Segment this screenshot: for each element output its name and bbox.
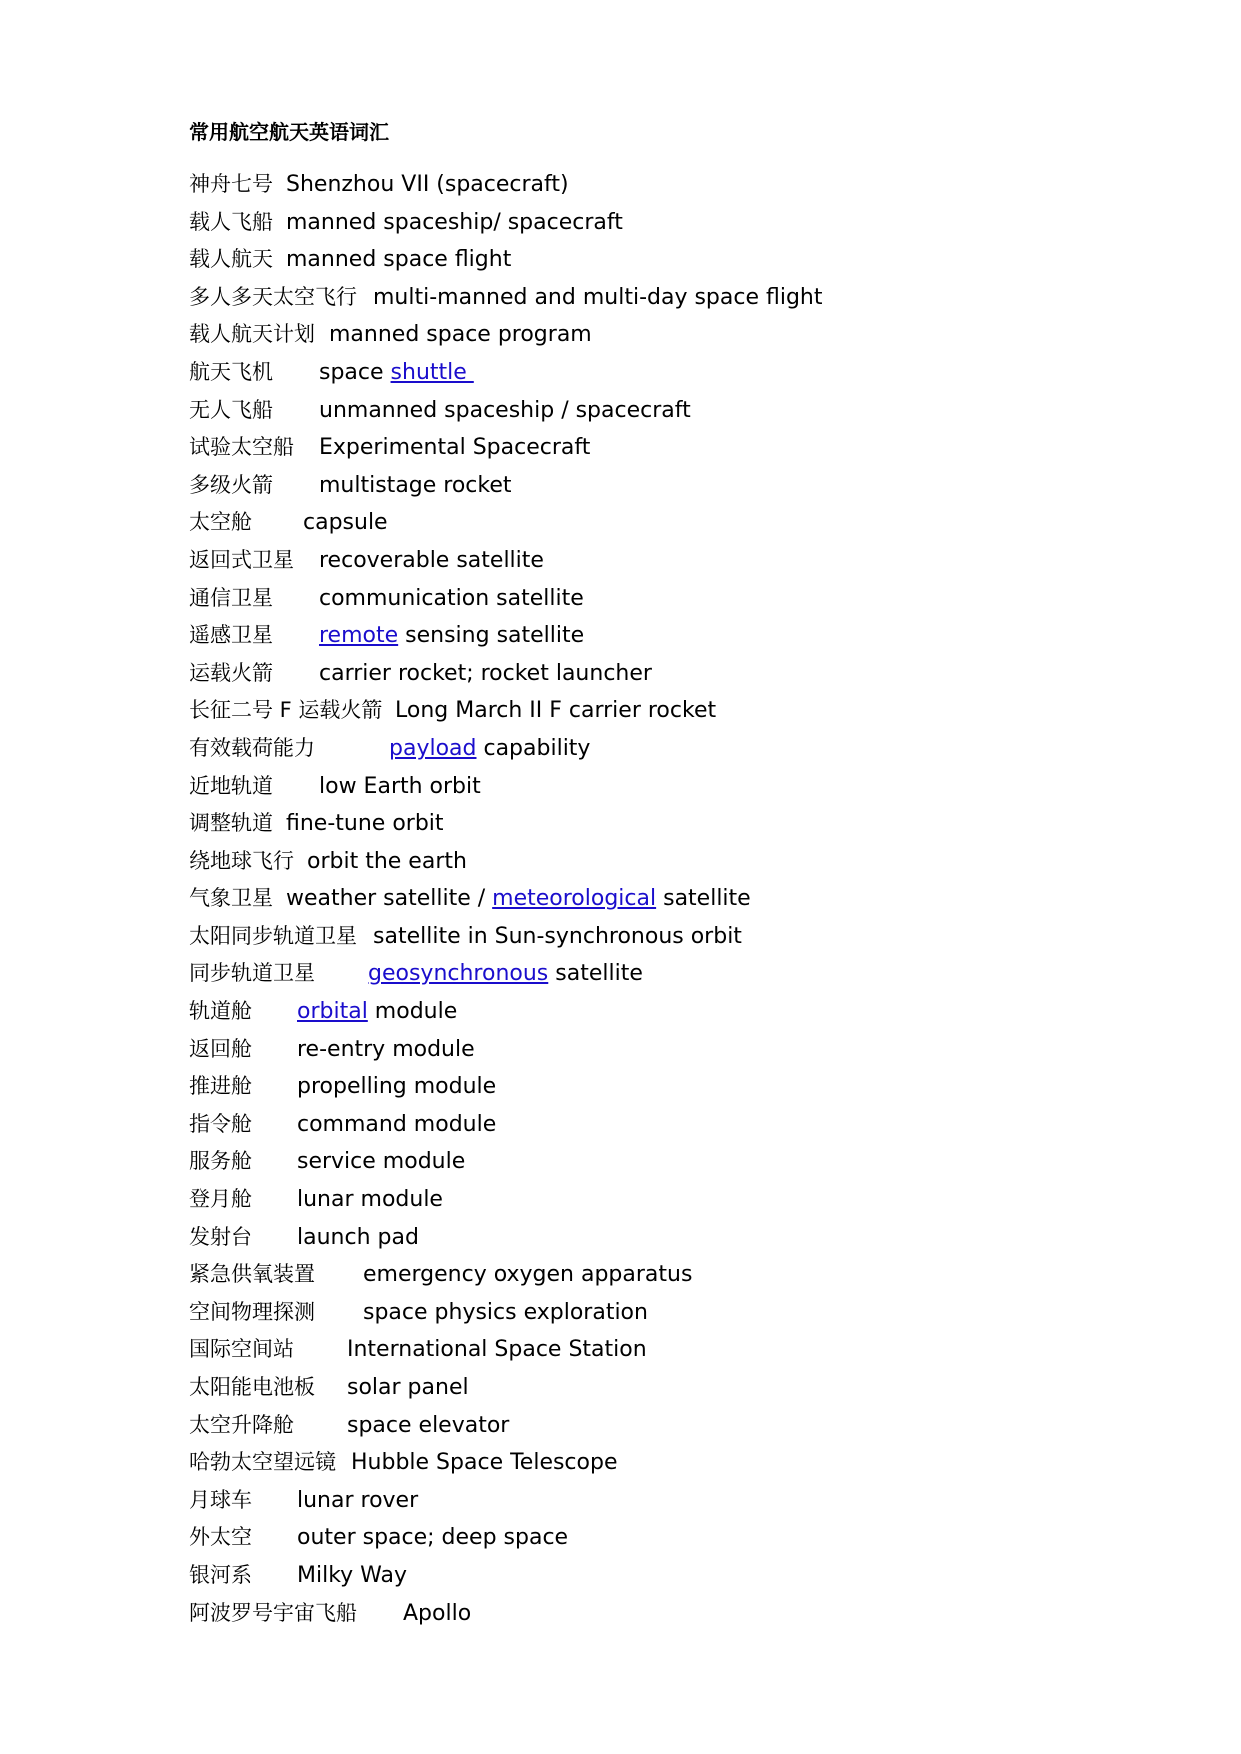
term-chinese: 长征二号 F 运载火箭: [189, 698, 383, 723]
term-text: manned space program: [329, 322, 592, 348]
term-text: capability: [476, 735, 591, 761]
term-text: space: [319, 359, 391, 385]
term-english: [297, 1031, 475, 1069]
term-chinese: 同步轨道卫星: [189, 961, 315, 986]
term-text: communication satellite: [319, 585, 584, 611]
term-chinese: 轨道舱: [189, 999, 252, 1024]
term-chinese: 太阳能电池板: [189, 1375, 315, 1399]
term-text: Apollo: [403, 1600, 472, 1626]
term-chinese: 发射台: [189, 1224, 252, 1249]
term-chinese: 登月舱: [189, 1187, 252, 1212]
vocabulary-entry: [189, 316, 823, 354]
term-text: multi-manned and multi-day space flight: [373, 284, 823, 310]
vocabulary-entry: [189, 1219, 823, 1257]
term-link[interactable]: geosynchronous: [368, 961, 549, 987]
term-text: Milky Way: [297, 1562, 408, 1588]
term-english: [395, 692, 716, 730]
term-english: [297, 1068, 496, 1106]
term-text: orbit the earth: [307, 848, 467, 874]
term-text: manned spaceship/ spacecraft: [286, 209, 623, 235]
term-english: [319, 429, 590, 467]
vocabulary-entry: [189, 1557, 823, 1595]
term-chinese: 调整轨道: [189, 811, 273, 836]
vocabulary-entry: [189, 204, 823, 242]
term-english: [297, 993, 457, 1031]
term-chinese: 航天飞机: [189, 359, 273, 384]
term-text: multistage rocket: [319, 472, 512, 498]
vocabulary-entry: [189, 655, 823, 693]
term-english: [351, 1444, 618, 1482]
term-link[interactable]: payload: [389, 735, 477, 761]
term-text: unmanned spaceship / spacecraft: [319, 397, 691, 423]
term-english: [403, 1595, 471, 1633]
vocabulary-entry: [189, 279, 823, 317]
term-chinese: 神舟七号: [189, 172, 273, 196]
term-chinese: 多人多天太空飞行: [189, 284, 357, 309]
vocabulary-entry: [189, 467, 823, 505]
term-chinese: 指令舱: [189, 1111, 252, 1136]
term-english: [297, 1519, 568, 1557]
vocabulary-entry: [189, 1331, 823, 1369]
vocabulary-entry: [189, 768, 823, 806]
term-chinese: 返回式卫星: [189, 547, 294, 572]
vocabulary-entry: [189, 880, 823, 918]
term-chinese: 气象卫星: [189, 886, 273, 911]
term-text: satellite in Sun-synchronous orbit: [373, 923, 742, 949]
term-text: carrier rocket; rocket launcher: [319, 660, 652, 686]
term-chinese: 多级火箭: [189, 472, 273, 497]
term-english: [319, 617, 584, 655]
term-text: low Earth orbit: [319, 773, 481, 799]
term-english: [297, 1143, 465, 1181]
term-english: [389, 730, 590, 768]
term-english: [307, 843, 467, 881]
vocabulary-entry: [189, 1181, 823, 1219]
term-chinese: 阿波罗号宇宙飞船: [189, 1600, 357, 1625]
term-text: solar panel: [347, 1375, 469, 1400]
term-text: Hubble Space Telescope: [351, 1450, 618, 1476]
vocabulary-entry: [189, 354, 823, 392]
term-chinese: 哈勃太空望远镜: [189, 1450, 336, 1475]
term-text: launch pad: [297, 1224, 419, 1250]
term-text: Long March II F carrier rocket: [395, 698, 717, 724]
vocabulary-entry: [189, 1294, 823, 1332]
vocabulary-entry: [189, 805, 823, 843]
term-english: [347, 1369, 469, 1407]
vocabulary-entry: [189, 993, 823, 1031]
term-english: [347, 1331, 647, 1369]
term-text: manned space flight: [286, 247, 512, 273]
term-english: [363, 1256, 692, 1294]
vocabulary-entry: [189, 1143, 823, 1181]
term-english: [373, 279, 823, 317]
term-english: [363, 1294, 648, 1332]
term-chinese: 太阳同步轨道卫星: [189, 923, 357, 948]
term-english: [319, 580, 584, 618]
term-text: propelling module: [297, 1074, 497, 1100]
term-english: [319, 768, 481, 806]
term-link[interactable]: shuttle: [390, 359, 474, 385]
term-text: outer space; deep space: [297, 1525, 569, 1551]
vocabulary-entry: [189, 580, 823, 618]
vocabulary-entry: [189, 1106, 823, 1144]
term-chinese: 通信卫星: [189, 585, 273, 610]
term-text: recoverable satellite: [319, 547, 544, 573]
term-text: capsule: [303, 510, 388, 536]
term-english: [297, 1557, 407, 1595]
vocabulary-entry: [189, 241, 823, 279]
term-english: [286, 204, 623, 242]
term-english: [297, 1219, 419, 1257]
term-text: fine-tune orbit: [286, 811, 444, 837]
term-text: space elevator: [347, 1412, 510, 1438]
vocabulary-entry: [189, 955, 823, 993]
term-text: module: [367, 999, 458, 1025]
term-text: re-entry module: [297, 1036, 475, 1062]
term-chinese: 近地轨道: [189, 773, 273, 798]
term-english: [303, 504, 388, 542]
term-chinese: 太空升降舱: [189, 1412, 294, 1437]
term-chinese: 运载火箭: [189, 660, 273, 685]
term-chinese: 太空舱: [189, 510, 252, 535]
vocabulary-entry: [189, 918, 823, 956]
term-text: lunar rover: [297, 1487, 419, 1513]
term-text: space physics exploration: [363, 1299, 648, 1325]
vocabulary-entry: [189, 542, 823, 580]
vocabulary-list: [189, 166, 823, 1632]
vocabulary-entry: [189, 1444, 823, 1482]
vocabulary-entry: [189, 1595, 823, 1633]
term-link[interactable]: meteorological: [492, 886, 657, 912]
term-chinese: 无人飞船: [189, 397, 273, 422]
vocabulary-entry: [189, 1031, 823, 1069]
term-text: Shenzhou VII (spacecraft): [286, 172, 569, 197]
term-english: [319, 655, 652, 693]
term-text: emergency oxygen apparatus: [363, 1262, 693, 1288]
vocabulary-entry: [189, 1519, 823, 1557]
term-english: [319, 467, 512, 505]
vocabulary-entry: [189, 843, 823, 881]
vocabulary-entry: [189, 730, 823, 768]
term-link[interactable]: orbital: [297, 999, 368, 1025]
term-chinese: 有效载荷能力: [189, 735, 315, 760]
term-english: [286, 880, 751, 918]
term-chinese: 返回舱: [189, 1036, 252, 1061]
vocabulary-entry: [189, 1482, 823, 1520]
term-text: service module: [297, 1149, 466, 1175]
term-chinese: 遥感卫星: [189, 623, 273, 648]
term-english: [286, 805, 444, 843]
term-english: [368, 955, 643, 993]
term-chinese: 载人航天: [189, 247, 273, 272]
term-chinese: 月球车: [189, 1487, 252, 1512]
document-title: 常用航空航天英语词汇: [189, 120, 389, 144]
vocabulary-entry: [189, 504, 823, 542]
term-link[interactable]: remote: [319, 623, 399, 649]
term-english: [319, 392, 691, 430]
term-english: [297, 1482, 418, 1520]
vocabulary-entry: [189, 1407, 823, 1445]
vocabulary-entry: [189, 429, 823, 467]
term-text: International Space Station: [347, 1337, 647, 1363]
vocabulary-entry: [189, 692, 823, 730]
term-text: satellite: [548, 961, 643, 987]
term-text: weather satellite /: [286, 886, 493, 912]
term-english: [347, 1407, 509, 1445]
term-english: [319, 542, 544, 580]
term-chinese: 载人航天计划: [189, 322, 315, 347]
term-chinese: 银河系: [189, 1562, 252, 1587]
term-english: [329, 316, 592, 354]
term-text: lunar module: [297, 1187, 443, 1213]
term-english: [297, 1181, 443, 1219]
term-chinese: 推进舱: [189, 1074, 252, 1099]
term-chinese: 空间物理探测: [189, 1299, 315, 1324]
term-text: sensing satellite: [398, 623, 585, 649]
term-english: [297, 1106, 496, 1144]
vocabulary-entry: [189, 617, 823, 655]
vocabulary-entry: [189, 1256, 823, 1294]
term-text: satellite: [656, 886, 751, 912]
term-english: [286, 241, 511, 279]
term-chinese: 国际空间站: [189, 1337, 294, 1362]
term-english: [286, 166, 569, 204]
vocabulary-entry: [189, 1068, 823, 1106]
term-chinese: 绕地球飞行: [189, 848, 294, 873]
vocabulary-entry: [189, 392, 823, 430]
term-english: [373, 918, 742, 956]
term-chinese: 紧急供氧装置: [189, 1262, 315, 1287]
term-english: [319, 354, 474, 392]
vocabulary-entry: [189, 166, 823, 204]
term-chinese: 载人飞船: [189, 209, 273, 234]
term-text: command module: [297, 1111, 497, 1137]
term-text: Experimental Spacecraft: [319, 435, 591, 461]
term-chinese: 外太空: [189, 1525, 252, 1550]
term-chinese: 试验太空船: [189, 435, 294, 460]
vocabulary-entry: [189, 1369, 823, 1407]
term-chinese: 服务舱: [189, 1149, 252, 1174]
